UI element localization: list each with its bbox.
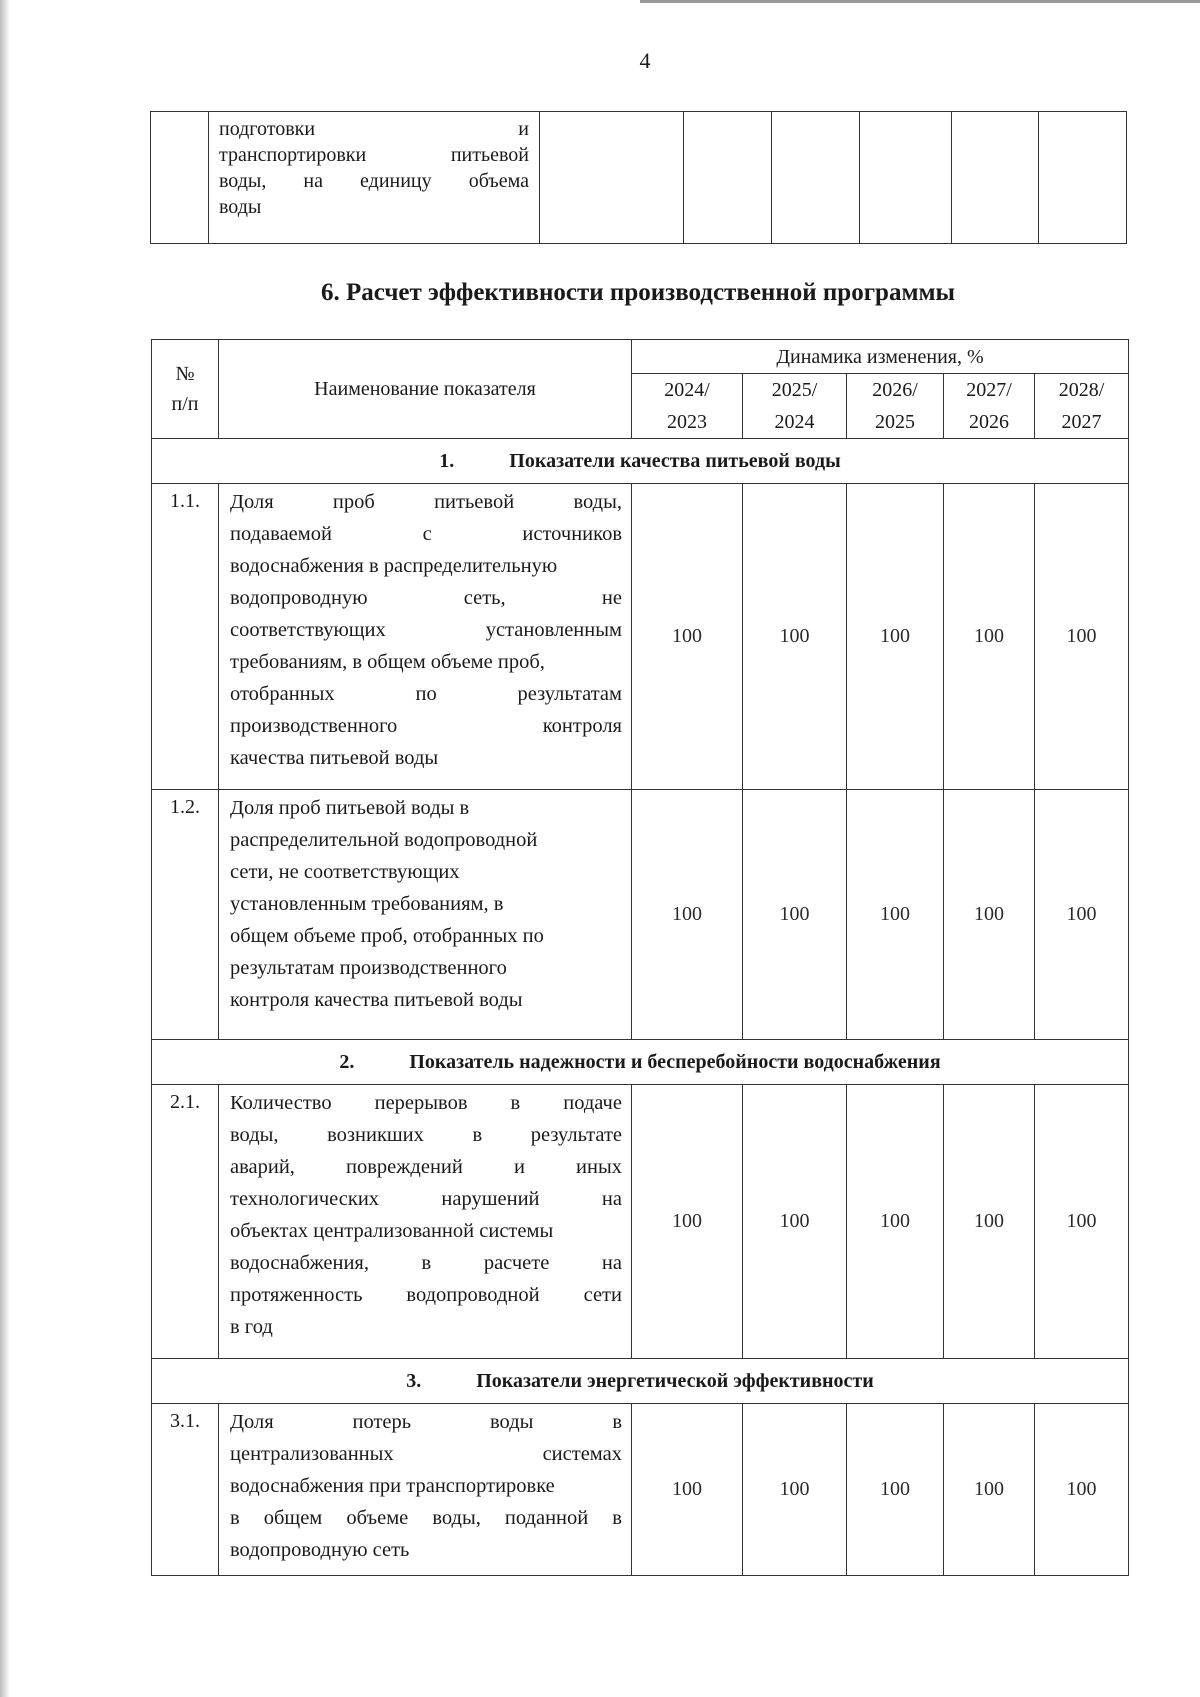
header-period-cell <box>944 374 1035 439</box>
group-heading-cell <box>152 1040 1129 1085</box>
continuation-word: на <box>303 170 323 192</box>
indicator-value: 100 <box>944 790 1035 1040</box>
indicator-name-line <box>230 856 622 888</box>
continuation-empty-cell <box>860 112 952 244</box>
indicator-name-line <box>230 1215 622 1247</box>
continuation-empty-cell <box>540 112 684 244</box>
header-period-bottom: 2027 <box>1061 411 1102 433</box>
indicator-name-line <box>230 888 622 920</box>
indicator-word: перерывов <box>374 1092 468 1114</box>
indicator-word: Доля проб питьевой воды в <box>230 797 470 819</box>
indicator-word: контроля <box>542 715 622 737</box>
indicator-name <box>219 1085 632 1359</box>
continuation-word: воды <box>219 196 262 218</box>
efficiency-table <box>151 339 1129 1576</box>
indicator-name <box>219 484 632 790</box>
indicator-word: расчете <box>483 1252 550 1274</box>
continuation-row <box>151 112 1127 244</box>
header-period-cell <box>743 374 847 439</box>
indicator-word: системах <box>542 1443 622 1465</box>
indicator-word: протяженность <box>230 1284 363 1306</box>
continuation-line <box>219 116 529 142</box>
indicator-word: в <box>510 1092 521 1114</box>
indicator-name-line <box>230 1087 622 1119</box>
indicator-word: в <box>230 1507 240 1529</box>
indicator-word: общем <box>263 1507 323 1529</box>
indicator-value: 100 <box>847 484 944 790</box>
indicator-name-line <box>230 582 622 614</box>
indicator-index: 3.1. <box>152 1404 219 1576</box>
indicator-value: 100 <box>944 1404 1035 1576</box>
continuation-line <box>219 142 529 168</box>
indicator-index: 2.1. <box>152 1085 219 1359</box>
indicator-word: не <box>601 587 622 609</box>
indicator-word: по <box>415 683 437 705</box>
indicator-name-line <box>230 710 622 742</box>
indicator-word: в <box>612 1507 622 1529</box>
indicator-name-line <box>230 1406 622 1438</box>
header-period-bottom: 2025 <box>875 411 915 433</box>
header-period-bottom: 2024 <box>774 411 815 433</box>
indicator-name-line <box>230 646 622 678</box>
indicator-value: 100 <box>743 484 847 790</box>
indicator-word: возникших <box>327 1124 424 1146</box>
indicator-word: сеть, <box>463 587 506 609</box>
indicator-value: 100 <box>1035 1404 1129 1576</box>
indicator-word: производственного <box>230 715 398 737</box>
indicator-value: 100 <box>847 1085 944 1359</box>
continuation-word: воды, <box>219 170 267 192</box>
indicator-word: объеме <box>346 1507 409 1529</box>
indicator-word: водопроводную сеть <box>230 1539 410 1561</box>
continuation-line <box>219 194 529 220</box>
header-num-abbr: п/п <box>171 393 199 415</box>
continuation-word: и <box>518 118 529 140</box>
indicator-word: результатам производственного <box>230 957 507 979</box>
continuation-empty-cell <box>772 112 860 244</box>
indicator-value: 100 <box>743 1085 847 1359</box>
indicator-value: 100 <box>944 1085 1035 1359</box>
indicator-word: требованиям, в общем объеме проб, <box>230 651 545 673</box>
indicator-name-line <box>230 920 622 952</box>
continuation-empty-cell <box>1039 112 1127 244</box>
indicator-name-line <box>230 1311 622 1343</box>
indicator-index: 1.2. <box>152 790 219 1040</box>
indicator-value: 100 <box>1035 790 1129 1040</box>
indicator-name <box>219 1404 632 1576</box>
group-heading-cell <box>152 439 1129 484</box>
indicator-word: централизованных <box>230 1443 394 1465</box>
indicator-name-line <box>230 984 622 1016</box>
indicator-value: 100 <box>632 1085 743 1359</box>
continuation-line <box>219 168 529 194</box>
indicator-index: 1.1. <box>152 484 219 790</box>
scan-edge-top <box>640 0 1200 3</box>
indicator-word: источников <box>522 523 622 545</box>
indicator-word: воды <box>490 1411 534 1433</box>
indicator-word: повреждений <box>346 1156 463 1178</box>
header-name-cell: Наименование показателя <box>219 340 632 439</box>
indicator-row <box>152 790 1129 1040</box>
indicator-name-line <box>230 678 622 710</box>
indicator-word: подаваемой <box>230 523 332 545</box>
header-num-symbol: № <box>175 363 195 385</box>
indicator-word: аварий, <box>230 1156 295 1178</box>
indicator-word: нарушений <box>441 1188 540 1210</box>
header-period-top: 2026/ <box>872 379 918 401</box>
group-number: 2. <box>339 1050 355 1073</box>
indicator-word: водопроводной <box>406 1284 540 1306</box>
indicator-value: 100 <box>847 1404 944 1576</box>
header-period-cell <box>632 374 743 439</box>
group-title: Показатели качества питьевой воды <box>509 449 841 472</box>
indicator-word: в <box>421 1252 432 1274</box>
section-title: 6. Расчет эффективности производственной программы <box>320 279 956 306</box>
indicator-word: на <box>601 1252 622 1274</box>
group-title: Показатели энергетической эффективности <box>476 1369 874 1392</box>
indicator-value: 100 <box>632 1404 743 1576</box>
indicator-word: Количество <box>230 1092 332 1114</box>
header-period-top: 2025/ <box>771 379 818 401</box>
header-period-cell <box>1035 374 1129 439</box>
indicator-word: результатам <box>517 683 622 705</box>
indicator-word: поданной <box>504 1507 589 1529</box>
indicator-name-line <box>230 1183 622 1215</box>
indicator-name-line <box>230 614 622 646</box>
indicator-word: и <box>513 1156 525 1178</box>
indicator-word: сети <box>583 1284 622 1306</box>
page-number: 4 <box>639 48 651 73</box>
continuation-word: питьевой <box>450 144 529 166</box>
header-period-cell <box>847 374 944 439</box>
continuation-text-cell <box>209 112 540 244</box>
indicator-value: 100 <box>632 790 743 1040</box>
indicator-word: общем объеме проб, отобранных по <box>230 925 544 947</box>
indicator-name-line <box>230 792 622 824</box>
indicator-word: контроля качества питьевой воды <box>230 989 523 1011</box>
header-period-top: 2024/ <box>664 379 710 401</box>
indicator-word: Доля <box>230 491 274 513</box>
indicator-word: потерь <box>352 1411 412 1433</box>
indicator-name-line <box>230 1151 622 1183</box>
header-period-bottom: 2026 <box>969 411 1009 433</box>
indicator-word: технологических <box>230 1188 380 1210</box>
indicator-name-line <box>230 518 622 550</box>
indicator-value: 100 <box>743 790 847 1040</box>
indicator-word: в <box>612 1411 622 1433</box>
indicator-row <box>152 1404 1129 1576</box>
indicator-word: питьевой <box>434 491 515 513</box>
continuation-word: объема <box>468 170 529 192</box>
indicator-name-line <box>230 550 622 582</box>
header-period-top: 2027/ <box>966 379 1012 401</box>
indicator-word: соответствующих <box>230 619 386 641</box>
indicator-word: воды, <box>432 1507 481 1529</box>
indicator-word: проб <box>332 491 375 513</box>
indicator-word: отобранных <box>230 683 335 705</box>
indicator-word: водопроводную <box>230 587 368 609</box>
indicator-word: качества питьевой воды <box>230 747 439 769</box>
indicator-word: установленным требованиям, в <box>230 893 504 915</box>
header-index-cell <box>152 340 219 439</box>
indicator-word: подаче <box>563 1092 622 1114</box>
indicator-name-line <box>230 742 622 774</box>
indicator-word: водоснабжения в распределительную <box>230 555 558 577</box>
indicator-word: в <box>472 1124 483 1146</box>
indicator-value: 100 <box>632 484 743 790</box>
indicator-word: воды, <box>230 1124 279 1146</box>
indicator-word: иных <box>576 1156 622 1178</box>
group-heading-row <box>152 1359 1129 1404</box>
group-number: 1. <box>439 449 455 472</box>
indicator-value: 100 <box>1035 1085 1129 1359</box>
continuation-empty-cell <box>684 112 772 244</box>
indicator-row <box>152 1085 1129 1359</box>
indicator-name-line <box>230 1470 622 1502</box>
indicator-name-line <box>230 824 622 856</box>
indicator-word: объектах централизованной системы <box>230 1220 554 1242</box>
indicator-word: распределительной водопроводной <box>230 829 538 851</box>
indicator-word: с <box>422 523 432 545</box>
indicator-value: 100 <box>1035 484 1129 790</box>
indicator-word: в год <box>230 1316 273 1338</box>
indicator-name-line <box>230 1119 622 1151</box>
indicator-name-line <box>230 486 622 518</box>
indicator-word: водоснабжения, <box>230 1252 369 1274</box>
continuation-word: транспортировки <box>219 144 367 166</box>
indicator-value: 100 <box>743 1404 847 1576</box>
group-heading-row <box>152 439 1129 484</box>
indicator-word: сети, не соответствующих <box>230 861 460 883</box>
indicator-word: Доля <box>230 1411 274 1433</box>
header-period-top: 2028/ <box>1058 379 1105 401</box>
header-dynamics-cell: Динамика изменения, % <box>632 340 1129 374</box>
group-heading-row <box>152 1040 1129 1085</box>
scan-edge-left <box>0 0 10 1697</box>
indicator-value: 100 <box>847 790 944 1040</box>
header-period-bottom: 2023 <box>667 411 707 433</box>
indicator-word: водоснабжения при транспортировке <box>230 1475 555 1497</box>
indicator-name-line <box>230 1279 622 1311</box>
group-title: Показатель надежности и бесперебойности водоснабжения <box>409 1050 941 1073</box>
indicator-name-line <box>230 1502 622 1534</box>
indicator-name-line <box>230 1247 622 1279</box>
indicator-name-line <box>230 1534 622 1566</box>
indicator-word: установленным <box>485 619 622 641</box>
indicator-name-line <box>230 952 622 984</box>
group-number: 3. <box>406 1369 422 1392</box>
continuation-index-cell <box>151 112 209 244</box>
continuation-word: подготовки <box>219 118 316 140</box>
header-row-top <box>152 340 1129 374</box>
indicator-name-line <box>230 1438 622 1470</box>
indicator-word: на <box>601 1188 622 1210</box>
indicator-word: результате <box>530 1124 622 1146</box>
continuation-table <box>150 111 1127 244</box>
continuation-word: единицу <box>360 170 432 192</box>
continuation-text <box>209 112 539 220</box>
indicator-name <box>219 790 632 1040</box>
indicator-word: воды, <box>573 491 622 513</box>
indicator-value: 100 <box>944 484 1035 790</box>
group-heading-cell <box>152 1359 1129 1404</box>
continuation-empty-cell <box>952 112 1039 244</box>
indicator-row <box>152 484 1129 790</box>
